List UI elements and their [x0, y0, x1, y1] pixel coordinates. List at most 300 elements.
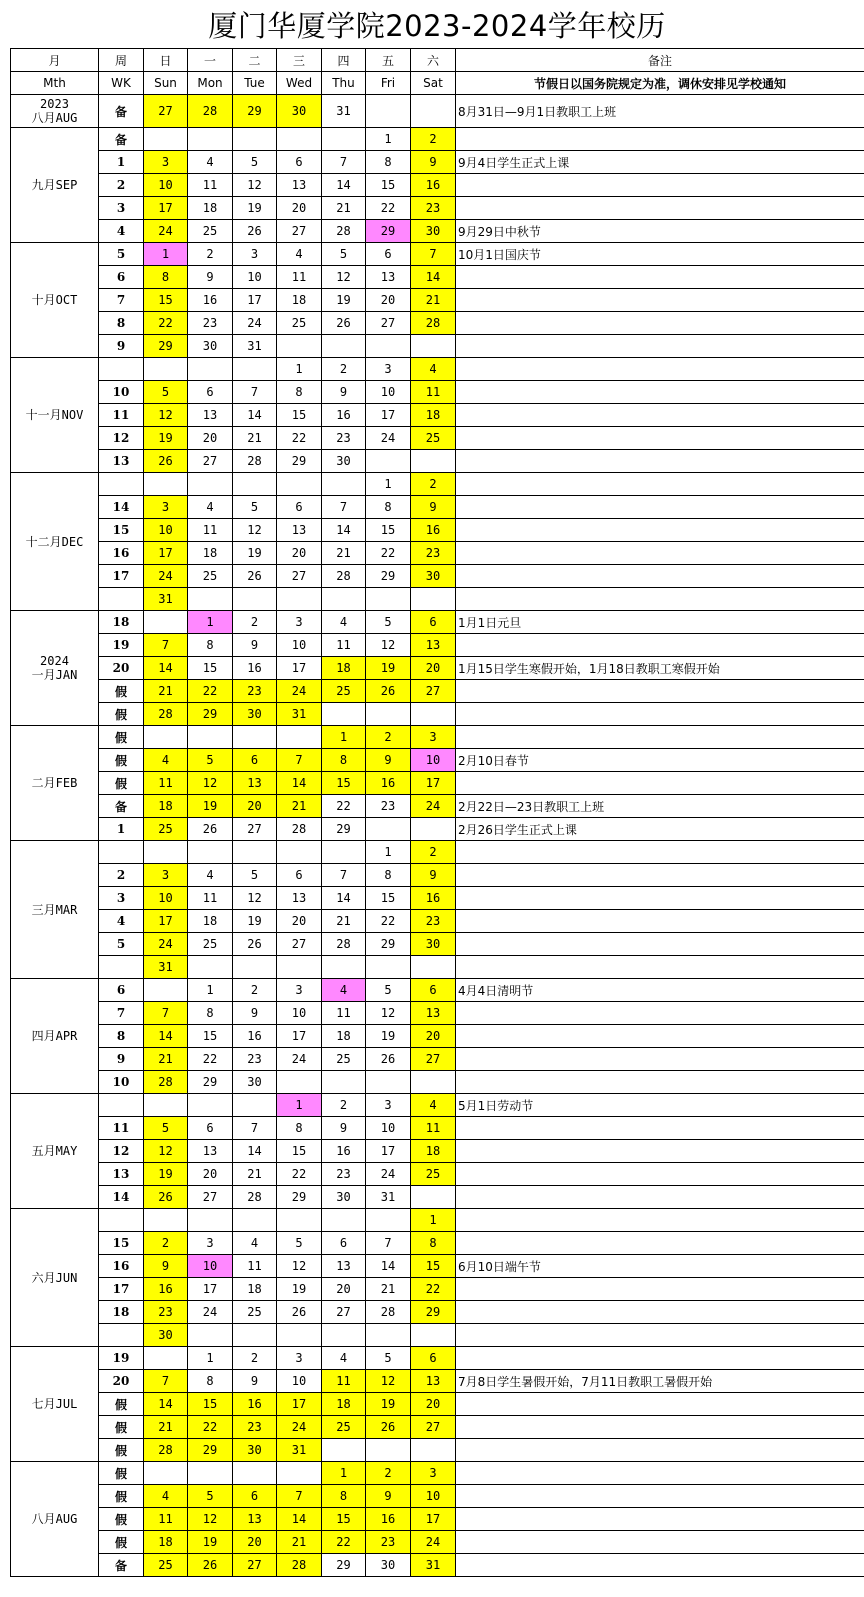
day-cell: 5	[188, 1485, 233, 1508]
day-cell: 12	[322, 266, 366, 289]
day-cell: 27	[188, 1186, 233, 1209]
day-cell: 30	[277, 95, 322, 128]
day-cell: 16	[366, 1508, 411, 1531]
day-cell	[411, 818, 456, 841]
week-number: 7	[99, 1002, 144, 1025]
day-cell: 27	[411, 1416, 456, 1439]
day-cell: 6	[411, 979, 456, 1002]
day-cell: 25	[277, 312, 322, 335]
week-row	[11, 335, 864, 358]
day-cell: 6	[233, 1485, 277, 1508]
day-cell: 10	[411, 749, 456, 772]
header-row-en	[11, 72, 864, 95]
day-cell: 20	[322, 1278, 366, 1301]
day-cell: 8	[277, 381, 322, 404]
day-cell	[188, 473, 233, 496]
day-cell: 20	[188, 427, 233, 450]
day-cell: 21	[144, 1416, 188, 1439]
week-row	[11, 726, 864, 749]
note-cell: 7月8日学生暑假开始，7月11日教职工暑假开始	[456, 1370, 864, 1393]
day-cell: 30	[144, 1324, 188, 1347]
day-cell: 25	[411, 1163, 456, 1186]
day-cell: 1	[366, 128, 411, 151]
day-cell: 16	[322, 404, 366, 427]
day-cell: 3	[366, 1094, 411, 1117]
day-cell: 17	[411, 772, 456, 795]
week-row	[11, 772, 864, 795]
week-row	[11, 496, 864, 519]
note-cell	[456, 1278, 864, 1301]
week-row	[11, 1002, 864, 1025]
header-wk: WK	[99, 72, 144, 95]
day-cell: 4	[411, 358, 456, 381]
day-cell: 4	[188, 864, 233, 887]
header-sat-en: Sat	[411, 72, 456, 95]
day-cell: 15	[188, 1025, 233, 1048]
day-cell: 7	[322, 496, 366, 519]
day-cell	[411, 450, 456, 473]
day-cell: 4	[188, 151, 233, 174]
day-cell	[233, 473, 277, 496]
day-cell: 30	[188, 335, 233, 358]
day-cell: 14	[233, 404, 277, 427]
note-cell	[456, 910, 864, 933]
note-cell	[456, 381, 864, 404]
week-number: 1	[99, 151, 144, 174]
day-cell	[411, 95, 456, 128]
week-number: 18	[99, 611, 144, 634]
day-cell: 10	[366, 381, 411, 404]
day-cell: 22	[366, 542, 411, 565]
day-cell: 14	[144, 1393, 188, 1416]
day-cell: 17	[277, 657, 322, 680]
day-cell: 13	[366, 266, 411, 289]
day-cell: 30	[411, 933, 456, 956]
day-cell: 29	[366, 933, 411, 956]
week-row	[11, 1255, 864, 1278]
day-cell	[366, 956, 411, 979]
day-cell	[188, 588, 233, 611]
day-cell: 24	[277, 680, 322, 703]
notes-disclaimer: 节假日以国务院规定为准，调休安排见学校通知	[456, 72, 864, 95]
day-cell: 11	[322, 1002, 366, 1025]
day-cell: 23	[366, 1531, 411, 1554]
note-cell: 2月10日春节	[456, 749, 864, 772]
week-row	[11, 1439, 864, 1462]
week-number	[99, 956, 144, 979]
header-mth: Mth	[11, 72, 99, 95]
week-row	[11, 1324, 864, 1347]
day-cell: 10	[144, 174, 188, 197]
day-cell: 28	[277, 1554, 322, 1577]
day-cell: 29	[144, 335, 188, 358]
header-fri: 五	[366, 49, 411, 72]
day-cell: 26	[366, 1048, 411, 1071]
header-week: 周	[99, 49, 144, 72]
week-row	[11, 1025, 864, 1048]
day-cell: 3	[277, 611, 322, 634]
note-cell	[456, 933, 864, 956]
note-cell: 1月1日元旦	[456, 611, 864, 634]
day-cell: 9	[233, 1002, 277, 1025]
day-cell: 6	[277, 496, 322, 519]
week-row	[11, 841, 864, 864]
day-cell: 7	[411, 243, 456, 266]
header-fri-en: Fri	[366, 72, 411, 95]
note-cell	[456, 1071, 864, 1094]
day-cell: 13	[233, 772, 277, 795]
day-cell: 24	[411, 795, 456, 818]
day-cell	[277, 1071, 322, 1094]
note-cell	[456, 1002, 864, 1025]
day-cell: 8	[188, 634, 233, 657]
day-cell: 17	[366, 1140, 411, 1163]
day-cell: 8	[366, 496, 411, 519]
month-label: 五月MAY	[11, 1094, 99, 1209]
day-cell	[188, 1324, 233, 1347]
day-cell: 3	[144, 151, 188, 174]
day-cell: 21	[277, 1531, 322, 1554]
header-thu-en: Thu	[322, 72, 366, 95]
day-cell: 31	[144, 956, 188, 979]
note-cell	[456, 496, 864, 519]
day-cell: 19	[144, 427, 188, 450]
day-cell	[233, 358, 277, 381]
day-cell: 5	[144, 381, 188, 404]
day-cell: 11	[277, 266, 322, 289]
note-cell	[456, 1324, 864, 1347]
week-number: 4	[99, 910, 144, 933]
day-cell: 18	[322, 657, 366, 680]
day-cell: 6	[188, 381, 233, 404]
note-cell: 5月1日劳动节	[456, 1094, 864, 1117]
day-cell: 14	[411, 266, 456, 289]
week-row	[11, 151, 864, 174]
day-cell: 19	[188, 795, 233, 818]
day-cell: 4	[322, 979, 366, 1002]
week-row	[11, 1071, 864, 1094]
note-cell: 8月31日—9月1日教职工上班	[456, 95, 864, 128]
month-label: 十月OCT	[11, 243, 99, 358]
day-cell: 18	[411, 1140, 456, 1163]
day-cell: 26	[144, 450, 188, 473]
day-cell: 31	[366, 1186, 411, 1209]
day-cell: 25	[188, 565, 233, 588]
day-cell: 26	[188, 818, 233, 841]
day-cell: 14	[322, 519, 366, 542]
day-cell: 29	[322, 818, 366, 841]
day-cell	[366, 588, 411, 611]
day-cell	[366, 1324, 411, 1347]
day-cell: 22	[366, 910, 411, 933]
day-cell: 19	[233, 542, 277, 565]
day-cell: 2	[411, 841, 456, 864]
day-cell: 7	[233, 1117, 277, 1140]
week-number	[99, 1324, 144, 1347]
week-number: 18	[99, 1301, 144, 1324]
week-row	[11, 749, 864, 772]
day-cell: 22	[188, 1048, 233, 1071]
day-cell: 24	[233, 312, 277, 335]
week-number: 13	[99, 450, 144, 473]
day-cell: 19	[233, 910, 277, 933]
day-cell: 15	[366, 887, 411, 910]
week-row	[11, 588, 864, 611]
day-cell: 3	[411, 1462, 456, 1485]
week-number	[99, 1094, 144, 1117]
day-cell: 9	[233, 634, 277, 657]
day-cell: 5	[322, 243, 366, 266]
day-cell: 1	[322, 1462, 366, 1485]
week-row	[11, 473, 864, 496]
header-thu: 四	[322, 49, 366, 72]
day-cell: 17	[188, 1278, 233, 1301]
day-cell: 24	[277, 1416, 322, 1439]
note-cell	[456, 1485, 864, 1508]
week-row	[11, 680, 864, 703]
day-cell: 8	[188, 1002, 233, 1025]
week-number: 20	[99, 657, 144, 680]
day-cell: 1	[144, 243, 188, 266]
day-cell: 15	[411, 1255, 456, 1278]
note-cell: 10月1日国庆节	[456, 243, 864, 266]
month-label: 十一月NOV	[11, 358, 99, 473]
note-cell	[456, 542, 864, 565]
week-number: 9	[99, 335, 144, 358]
day-cell: 13	[411, 634, 456, 657]
day-cell: 6	[277, 151, 322, 174]
day-cell: 16	[411, 887, 456, 910]
week-number	[99, 358, 144, 381]
day-cell: 14	[277, 772, 322, 795]
day-cell: 4	[322, 611, 366, 634]
day-cell: 11	[411, 1117, 456, 1140]
day-cell	[366, 1071, 411, 1094]
week-row	[11, 1347, 864, 1370]
week-row	[11, 312, 864, 335]
day-cell: 12	[366, 1002, 411, 1025]
week-row	[11, 1301, 864, 1324]
day-cell: 22	[144, 312, 188, 335]
day-cell	[322, 588, 366, 611]
note-cell	[456, 841, 864, 864]
day-cell: 24	[144, 565, 188, 588]
note-cell	[456, 519, 864, 542]
week-number: 17	[99, 565, 144, 588]
note-cell	[456, 404, 864, 427]
month-label: 七月JUL	[11, 1347, 99, 1462]
day-cell	[144, 979, 188, 1002]
day-cell: 13	[188, 1140, 233, 1163]
header-sun-en: Sun	[144, 72, 188, 95]
day-cell: 5	[277, 1232, 322, 1255]
day-cell: 11	[411, 381, 456, 404]
note-cell	[456, 588, 864, 611]
day-cell: 3	[144, 496, 188, 519]
day-cell: 12	[188, 772, 233, 795]
day-cell: 20	[411, 657, 456, 680]
day-cell: 14	[144, 1025, 188, 1048]
day-cell: 10	[233, 266, 277, 289]
day-cell: 29	[277, 1186, 322, 1209]
week-row	[11, 266, 864, 289]
day-cell: 22	[277, 427, 322, 450]
week-row	[11, 128, 864, 151]
day-cell: 30	[233, 703, 277, 726]
header-mon-en: Mon	[188, 72, 233, 95]
week-number: 3	[99, 887, 144, 910]
week-number: 17	[99, 1278, 144, 1301]
day-cell: 23	[144, 1301, 188, 1324]
day-cell: 12	[277, 1255, 322, 1278]
week-number: 12	[99, 1140, 144, 1163]
day-cell: 29	[188, 703, 233, 726]
note-cell	[456, 634, 864, 657]
day-cell	[144, 611, 188, 634]
note-cell	[456, 1347, 864, 1370]
day-cell: 30	[322, 1186, 366, 1209]
week-row	[11, 1531, 864, 1554]
day-cell: 20	[277, 910, 322, 933]
day-cell	[144, 726, 188, 749]
day-cell	[277, 1209, 322, 1232]
day-cell: 17	[277, 1393, 322, 1416]
day-cell: 11	[322, 634, 366, 657]
day-cell: 28	[144, 1071, 188, 1094]
note-cell	[456, 1140, 864, 1163]
day-cell	[411, 1324, 456, 1347]
day-cell: 7	[277, 749, 322, 772]
day-cell	[188, 1094, 233, 1117]
note-cell	[456, 473, 864, 496]
week-number: 2	[99, 864, 144, 887]
day-cell: 27	[411, 680, 456, 703]
day-cell: 15	[366, 519, 411, 542]
day-cell: 12	[233, 887, 277, 910]
week-number: 19	[99, 1347, 144, 1370]
note-cell	[456, 680, 864, 703]
day-cell: 12	[144, 1140, 188, 1163]
day-cell: 16	[233, 1025, 277, 1048]
day-cell: 1	[366, 841, 411, 864]
week-number: 16	[99, 1255, 144, 1278]
day-cell: 14	[144, 657, 188, 680]
day-cell: 6	[188, 1117, 233, 1140]
header-mon: 一	[188, 49, 233, 72]
note-cell	[456, 1508, 864, 1531]
day-cell: 29	[411, 1301, 456, 1324]
day-cell: 12	[144, 404, 188, 427]
day-cell: 10	[411, 1485, 456, 1508]
day-cell: 1	[188, 1347, 233, 1370]
day-cell	[277, 473, 322, 496]
header-sun: 日	[144, 49, 188, 72]
month-label: 九月SEP	[11, 128, 99, 243]
day-cell	[366, 335, 411, 358]
day-cell: 8	[322, 749, 366, 772]
week-row	[11, 887, 864, 910]
day-cell: 25	[144, 818, 188, 841]
day-cell: 31	[233, 335, 277, 358]
day-cell	[366, 1209, 411, 1232]
day-cell	[322, 473, 366, 496]
day-cell: 12	[188, 1508, 233, 1531]
day-cell: 28	[411, 312, 456, 335]
week-number: 5	[99, 243, 144, 266]
week-row	[11, 174, 864, 197]
day-cell: 2	[411, 473, 456, 496]
day-cell: 29	[188, 1439, 233, 1462]
day-cell: 2	[233, 611, 277, 634]
note-cell	[456, 726, 864, 749]
day-cell: 8	[188, 1370, 233, 1393]
week-number: 假	[99, 703, 144, 726]
week-row	[11, 818, 864, 841]
week-row	[11, 565, 864, 588]
header-tue: 二	[233, 49, 277, 72]
note-cell: 4月4日清明节	[456, 979, 864, 1002]
day-cell: 13	[188, 404, 233, 427]
week-number: 3	[99, 197, 144, 220]
day-cell: 22	[411, 1278, 456, 1301]
day-cell	[233, 1094, 277, 1117]
day-cell: 23	[322, 427, 366, 450]
day-cell	[188, 128, 233, 151]
day-cell: 18	[188, 197, 233, 220]
day-cell: 19	[144, 1163, 188, 1186]
day-cell: 28	[233, 1186, 277, 1209]
day-cell: 5	[366, 979, 411, 1002]
day-cell	[411, 588, 456, 611]
day-cell: 24	[188, 1301, 233, 1324]
week-number: 5	[99, 933, 144, 956]
day-cell	[322, 128, 366, 151]
day-cell: 1	[188, 611, 233, 634]
day-cell: 21	[277, 795, 322, 818]
day-cell	[144, 841, 188, 864]
week-row	[11, 1416, 864, 1439]
week-number	[99, 588, 144, 611]
day-cell: 18	[322, 1025, 366, 1048]
day-cell: 28	[277, 818, 322, 841]
day-cell: 26	[366, 680, 411, 703]
day-cell: 20	[233, 1531, 277, 1554]
week-row	[11, 910, 864, 933]
day-cell: 13	[277, 519, 322, 542]
week-row	[11, 1393, 864, 1416]
week-number: 20	[99, 1370, 144, 1393]
week-row	[11, 197, 864, 220]
week-number: 2	[99, 174, 144, 197]
day-cell: 23	[233, 680, 277, 703]
day-cell: 27	[188, 450, 233, 473]
week-number: 假	[99, 726, 144, 749]
day-cell: 23	[366, 795, 411, 818]
day-cell: 9	[144, 1255, 188, 1278]
day-cell: 9	[366, 1485, 411, 1508]
day-cell: 3	[277, 1347, 322, 1370]
week-row	[11, 1508, 864, 1531]
day-cell: 25	[188, 933, 233, 956]
day-cell: 21	[366, 1278, 411, 1301]
day-cell: 24	[277, 1048, 322, 1071]
note-cell: 2月22日—23日教职工上班	[456, 795, 864, 818]
day-cell: 2	[144, 1232, 188, 1255]
week-number: 备	[99, 128, 144, 151]
day-cell	[411, 335, 456, 358]
day-cell	[411, 956, 456, 979]
day-cell: 8	[411, 1232, 456, 1255]
